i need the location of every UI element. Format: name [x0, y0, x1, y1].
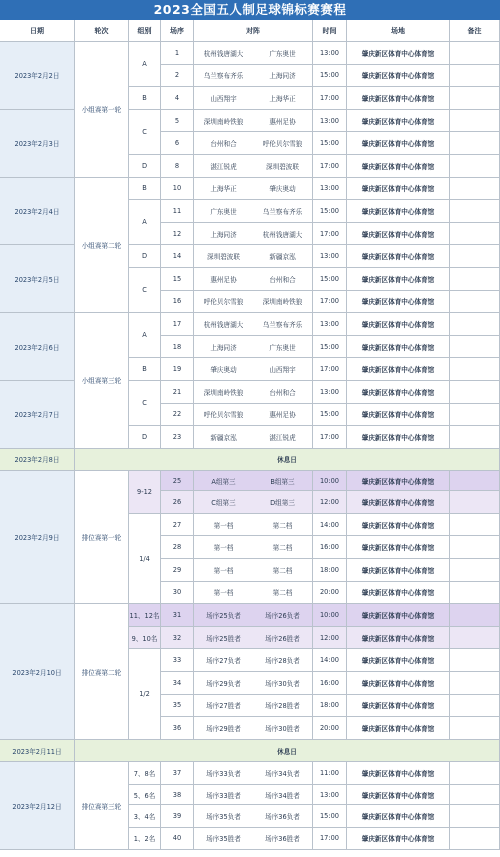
match-time: 13:00	[313, 42, 347, 65]
group-cell: B	[129, 87, 161, 110]
remarks-cell	[450, 426, 500, 449]
venue-cell: 肇庆新区体育中心体育馆	[347, 381, 450, 404]
matchup-cell	[194, 178, 313, 201]
match-number: 27	[161, 514, 194, 537]
matchup-cell	[194, 471, 313, 491]
remarks-cell	[450, 336, 500, 359]
group-cell: 5、6名	[129, 785, 161, 805]
date-cell: 2023年2月2日	[0, 42, 75, 110]
match-time: 16:00	[313, 536, 347, 559]
match-number: 39	[161, 805, 194, 828]
group-cell: A	[129, 313, 161, 358]
venue-cell: 肇庆新区体育中心体育馆	[347, 536, 450, 559]
remarks-cell	[450, 604, 500, 627]
home-team: 肇庆奥动	[210, 366, 237, 375]
away-team: B组第三	[270, 477, 295, 486]
date-cell: 2023年2月4日	[0, 178, 75, 246]
group-cell: A	[129, 200, 161, 245]
venue-cell: 肇庆新区体育中心体育馆	[347, 200, 450, 223]
match-time: 15:00	[313, 200, 347, 223]
group-cell: 9、10名	[129, 627, 161, 650]
match-number: 5	[161, 110, 194, 133]
matchup-cell	[194, 717, 313, 740]
matchup-cell	[194, 87, 313, 110]
away-team: 台州和合	[269, 275, 296, 284]
round-cell: 排位赛第三轮	[75, 762, 129, 850]
remarks-cell	[450, 358, 500, 381]
group-cell: C	[129, 268, 161, 313]
rest-day-banner: 休息日	[75, 740, 500, 763]
match-number: 36	[161, 717, 194, 740]
match-time: 13:00	[313, 313, 347, 336]
home-team: 呼伦贝尔雪狼	[203, 298, 244, 307]
match-number: 37	[161, 762, 194, 785]
matchup-cell	[194, 491, 313, 514]
match-number: 33	[161, 649, 194, 672]
matchup-cell	[194, 828, 313, 851]
date-cell: 2023年2月7日	[0, 381, 75, 449]
match-number: 16	[161, 291, 194, 314]
remarks-cell	[450, 313, 500, 336]
venue-cell: 肇庆新区体育中心体育馆	[347, 313, 450, 336]
venue-cell: 肇庆新区体育中心体育馆	[347, 358, 450, 381]
date-cell: 2023年2月3日	[0, 110, 75, 178]
group-cell: B	[129, 358, 161, 381]
match-time: 15:00	[313, 805, 347, 828]
venue-cell: 肇庆新区体育中心体育馆	[347, 514, 450, 537]
venue-cell: 肇庆新区体育中心体育馆	[347, 268, 450, 291]
away-team: 乌兰察布齐乐	[262, 320, 303, 329]
away-team: 第二档	[272, 521, 293, 530]
group-cell: 1/2	[129, 649, 161, 739]
match-time: 17:00	[313, 426, 347, 449]
away-team: 新疆京泓	[269, 253, 296, 262]
match-number: 25	[161, 471, 194, 491]
match-number: 2	[161, 65, 194, 88]
remarks-cell	[450, 268, 500, 291]
remarks-cell	[450, 223, 500, 246]
remarks-cell	[450, 381, 500, 404]
away-team: 场序36负者	[265, 812, 300, 821]
match-time: 15:00	[313, 404, 347, 427]
match-number: 40	[161, 828, 194, 851]
date-cell: 2023年2月8日	[0, 449, 75, 472]
match-number: 30	[161, 582, 194, 605]
away-team: 第二档	[272, 544, 293, 553]
venue-cell: 肇庆新区体育中心体育馆	[347, 110, 450, 133]
match-time: 13:00	[313, 110, 347, 133]
venue-cell: 肇庆新区体育中心体育馆	[347, 785, 450, 805]
match-time: 10:00	[313, 471, 347, 491]
round-cell: 小组赛第一轮	[75, 42, 129, 178]
match-time: 13:00	[313, 381, 347, 404]
away-team: 场序28负者	[265, 657, 300, 666]
match-number: 29	[161, 559, 194, 582]
home-team: 第一档	[213, 566, 234, 575]
away-team: 上海华正	[269, 94, 296, 103]
match-time: 13:00	[313, 785, 347, 805]
header-match-no: 场序	[161, 20, 194, 42]
away-team: 湛江锐虎	[269, 433, 296, 442]
away-team: 杭州钱唐湖大	[262, 230, 303, 239]
header-round: 轮次	[75, 20, 129, 42]
away-team: 上海同济	[269, 72, 296, 81]
remarks-cell	[450, 404, 500, 427]
away-team: 场序30负者	[265, 679, 300, 688]
remarks-cell	[450, 717, 500, 740]
match-number: 38	[161, 785, 194, 805]
home-team: 场序33负者	[206, 770, 241, 779]
match-time: 20:00	[313, 717, 347, 740]
matchup-cell	[194, 672, 313, 695]
group-cell: B	[129, 178, 161, 201]
matchup-cell	[194, 404, 313, 427]
match-time: 18:00	[313, 559, 347, 582]
match-number: 12	[161, 223, 194, 246]
remarks-cell	[450, 514, 500, 537]
match-number: 1	[161, 42, 194, 65]
away-team: 第二档	[272, 589, 293, 598]
home-team: 场序25负者	[206, 612, 241, 621]
date-cell: 2023年2月9日	[0, 471, 75, 604]
remarks-cell	[450, 672, 500, 695]
header-matchup: 对阵	[194, 20, 313, 42]
matchup-cell	[194, 313, 313, 336]
home-team: 广东奥世	[210, 207, 237, 216]
round-cell: 排位赛第一轮	[75, 471, 129, 604]
matchup-cell	[194, 514, 313, 537]
remarks-cell	[450, 471, 500, 491]
away-team: 深圳南岭铁狼	[262, 298, 303, 307]
date-cell: 2023年2月6日	[0, 313, 75, 381]
group-cell: 3、4名	[129, 805, 161, 828]
matchup-cell	[194, 604, 313, 627]
venue-cell: 肇庆新区体育中心体育馆	[347, 582, 450, 605]
match-number: 34	[161, 672, 194, 695]
home-team: 场序35胜者	[206, 835, 241, 844]
matchup-cell	[194, 582, 313, 605]
date-cell: 2023年2月10日	[0, 604, 75, 740]
round-cell: 小组赛第二轮	[75, 178, 129, 314]
group-cell: D	[129, 155, 161, 178]
match-time: 17:00	[313, 828, 347, 851]
matchup-cell	[194, 200, 313, 223]
matchup-cell	[194, 695, 313, 718]
away-team: 广东奥世	[269, 49, 296, 58]
home-team: 呼伦贝尔雪狼	[203, 411, 244, 420]
match-number: 19	[161, 358, 194, 381]
venue-cell: 肇庆新区体育中心体育馆	[347, 65, 450, 88]
venue-cell: 肇庆新区体育中心体育馆	[347, 627, 450, 650]
matchup-cell	[194, 649, 313, 672]
venue-cell: 肇庆新区体育中心体育馆	[347, 223, 450, 246]
remarks-cell	[450, 291, 500, 314]
match-time: 17:00	[313, 291, 347, 314]
venue-cell: 肇庆新区体育中心体育馆	[347, 672, 450, 695]
matchup-cell	[194, 762, 313, 785]
match-time: 12:00	[313, 491, 347, 514]
group-cell: 7、8名	[129, 762, 161, 785]
home-team: 场序29负者	[206, 679, 241, 688]
match-number: 26	[161, 491, 194, 514]
away-team: 山西翔宇	[269, 366, 296, 375]
match-time: 17:00	[313, 87, 347, 110]
date-cell: 2023年2月5日	[0, 245, 75, 313]
match-number: 22	[161, 404, 194, 427]
venue-cell: 肇庆新区体育中心体育馆	[347, 828, 450, 851]
remarks-cell	[450, 785, 500, 805]
match-number: 18	[161, 336, 194, 359]
home-team: 场序35负者	[206, 812, 241, 821]
venue-cell: 肇庆新区体育中心体育馆	[347, 155, 450, 178]
match-time: 13:00	[313, 178, 347, 201]
remarks-cell	[450, 491, 500, 514]
matchup-cell	[194, 381, 313, 404]
home-team: 第一档	[213, 589, 234, 598]
away-team: 深圳碧波联	[266, 162, 299, 171]
group-cell: C	[129, 381, 161, 426]
venue-cell: 肇庆新区体育中心体育馆	[347, 559, 450, 582]
remarks-cell	[450, 582, 500, 605]
header-date: 日期	[0, 20, 75, 42]
away-team: 场序26胜者	[265, 634, 300, 643]
away-team: 场序36胜者	[265, 835, 300, 844]
match-number: 8	[161, 155, 194, 178]
remarks-cell	[450, 200, 500, 223]
match-number: 10	[161, 178, 194, 201]
home-team: 场序29胜者	[206, 725, 241, 734]
home-team: 杭州钱唐湖大	[203, 49, 244, 58]
home-team: 杭州钱唐湖大	[203, 320, 244, 329]
group-cell: A	[129, 42, 161, 87]
home-team: 湛江锐虎	[210, 162, 237, 171]
match-number: 11	[161, 200, 194, 223]
group-cell: 1、2名	[129, 828, 161, 851]
header-group: 组别	[129, 20, 161, 42]
remarks-cell	[450, 245, 500, 268]
venue-cell: 肇庆新区体育中心体育馆	[347, 491, 450, 514]
match-number: 4	[161, 87, 194, 110]
venue-cell: 肇庆新区体育中心体育馆	[347, 178, 450, 201]
venue-cell: 肇庆新区体育中心体育馆	[347, 805, 450, 828]
remarks-cell	[450, 110, 500, 133]
venue-cell: 肇庆新区体育中心体育馆	[347, 604, 450, 627]
venue-cell: 肇庆新区体育中心体育馆	[347, 132, 450, 155]
group-cell: D	[129, 245, 161, 268]
page-title: 2023全国五人制足球锦标赛赛程	[0, 0, 500, 20]
match-number: 31	[161, 604, 194, 627]
venue-cell: 肇庆新区体育中心体育馆	[347, 87, 450, 110]
home-team: 第一档	[213, 544, 234, 553]
venue-cell: 肇庆新区体育中心体育馆	[347, 245, 450, 268]
home-team: 场序33胜者	[206, 791, 241, 800]
away-team: 惠州足协	[269, 411, 296, 420]
remarks-cell	[450, 559, 500, 582]
remarks-cell	[450, 536, 500, 559]
match-time: 14:00	[313, 514, 347, 537]
group-cell: 9-12	[129, 471, 161, 514]
venue-cell: 肇庆新区体育中心体育馆	[347, 471, 450, 491]
away-team: 台州和合	[269, 388, 296, 397]
match-time: 15:00	[313, 65, 347, 88]
matchup-cell	[194, 559, 313, 582]
match-time: 20:00	[313, 582, 347, 605]
group-cell: C	[129, 110, 161, 155]
match-number: 14	[161, 245, 194, 268]
rest-day-banner: 休息日	[75, 449, 500, 472]
group-cell: 1/4	[129, 514, 161, 604]
group-cell: D	[129, 426, 161, 449]
round-cell: 排位赛第二轮	[75, 604, 129, 740]
group-cell: 11、12名	[129, 604, 161, 627]
match-number: 17	[161, 313, 194, 336]
remarks-cell	[450, 65, 500, 88]
match-time: 17:00	[313, 155, 347, 178]
match-time: 10:00	[313, 604, 347, 627]
remarks-cell	[450, 695, 500, 718]
remarks-cell	[450, 155, 500, 178]
away-team: 广东奥世	[269, 343, 296, 352]
match-time: 13:00	[313, 245, 347, 268]
away-team: 第二档	[272, 566, 293, 575]
away-team: 场序30胜者	[265, 725, 300, 734]
home-team: 上海华正	[210, 185, 237, 194]
away-team: 肇庆奥动	[269, 185, 296, 194]
matchup-cell	[194, 358, 313, 381]
remarks-cell	[450, 627, 500, 650]
home-team: 场序27负者	[206, 657, 241, 666]
home-team: 惠州足协	[210, 275, 237, 284]
remarks-cell	[450, 649, 500, 672]
home-team: 新疆京泓	[210, 433, 237, 442]
remarks-cell	[450, 828, 500, 851]
matchup-cell	[194, 336, 313, 359]
home-team: 乌兰察布齐乐	[203, 72, 244, 81]
away-team: 呼伦贝尔雪狼	[262, 140, 303, 149]
home-team: 上海同济	[210, 230, 237, 239]
venue-cell: 肇庆新区体育中心体育馆	[347, 42, 450, 65]
matchup-cell	[194, 155, 313, 178]
match-number: 23	[161, 426, 194, 449]
home-team: 第一档	[213, 521, 234, 530]
date-cell: 2023年2月12日	[0, 762, 75, 850]
home-team: 场序27胜者	[206, 702, 241, 711]
matchup-cell	[194, 110, 313, 133]
match-time: 16:00	[313, 672, 347, 695]
venue-cell: 肇庆新区体育中心体育馆	[347, 717, 450, 740]
remarks-cell	[450, 87, 500, 110]
match-number: 32	[161, 627, 194, 650]
match-time: 11:00	[313, 762, 347, 785]
home-team: 上海同济	[210, 343, 237, 352]
match-time: 12:00	[313, 627, 347, 650]
remarks-cell	[450, 132, 500, 155]
match-time: 14:00	[313, 649, 347, 672]
match-time: 15:00	[313, 336, 347, 359]
away-team: 场序34胜者	[265, 791, 300, 800]
venue-cell: 肇庆新区体育中心体育馆	[347, 695, 450, 718]
venue-cell: 肇庆新区体育中心体育馆	[347, 762, 450, 785]
matchup-cell	[194, 536, 313, 559]
matchup-cell	[194, 245, 313, 268]
match-number: 35	[161, 695, 194, 718]
home-team: 场序25胜者	[206, 634, 241, 643]
match-time: 15:00	[313, 132, 347, 155]
matchup-cell	[194, 627, 313, 650]
matchup-cell	[194, 785, 313, 805]
matchup-cell	[194, 805, 313, 828]
header-time: 时间	[313, 20, 347, 42]
header-venue: 场地	[347, 20, 450, 42]
remarks-cell	[450, 805, 500, 828]
match-number: 21	[161, 381, 194, 404]
date-cell: 2023年2月11日	[0, 740, 75, 763]
away-team: 惠州足协	[269, 117, 296, 126]
venue-cell: 肇庆新区体育中心体育馆	[347, 426, 450, 449]
venue-cell: 肇庆新区体育中心体育馆	[347, 291, 450, 314]
matchup-cell	[194, 223, 313, 246]
matchup-cell	[194, 268, 313, 291]
match-number: 6	[161, 132, 194, 155]
match-number: 15	[161, 268, 194, 291]
matchup-cell	[194, 65, 313, 88]
home-team: 深圳南岭铁狼	[203, 117, 244, 126]
venue-cell: 肇庆新区体育中心体育馆	[347, 404, 450, 427]
match-number: 28	[161, 536, 194, 559]
header-remarks: 备注	[450, 20, 500, 42]
away-team: 场序28胜者	[265, 702, 300, 711]
home-team: A组第三	[211, 477, 236, 486]
away-team: 场序26负者	[265, 612, 300, 621]
match-time: 17:00	[313, 223, 347, 246]
home-team: 台州和合	[210, 140, 237, 149]
match-time: 18:00	[313, 695, 347, 718]
home-team: 山西翔宇	[210, 94, 237, 103]
match-time: 15:00	[313, 268, 347, 291]
matchup-cell	[194, 132, 313, 155]
home-team: 深圳碧波联	[207, 253, 240, 262]
remarks-cell	[450, 42, 500, 65]
round-cell: 小组赛第三轮	[75, 313, 129, 449]
venue-cell: 肇庆新区体育中心体育馆	[347, 649, 450, 672]
remarks-cell	[450, 178, 500, 201]
schedule-table	[0, 20, 500, 857]
match-time: 17:00	[313, 358, 347, 381]
venue-cell: 肇庆新区体育中心体育馆	[347, 336, 450, 359]
matchup-cell	[194, 291, 313, 314]
home-team: 深圳南岭铁狼	[203, 388, 244, 397]
away-team: D组第三	[270, 499, 295, 508]
away-team: 场序34负者	[265, 770, 300, 779]
remarks-cell	[450, 762, 500, 785]
matchup-cell	[194, 42, 313, 65]
away-team: 乌兰察布齐乐	[262, 207, 303, 216]
matchup-cell	[194, 426, 313, 449]
home-team: C组第三	[211, 499, 236, 508]
